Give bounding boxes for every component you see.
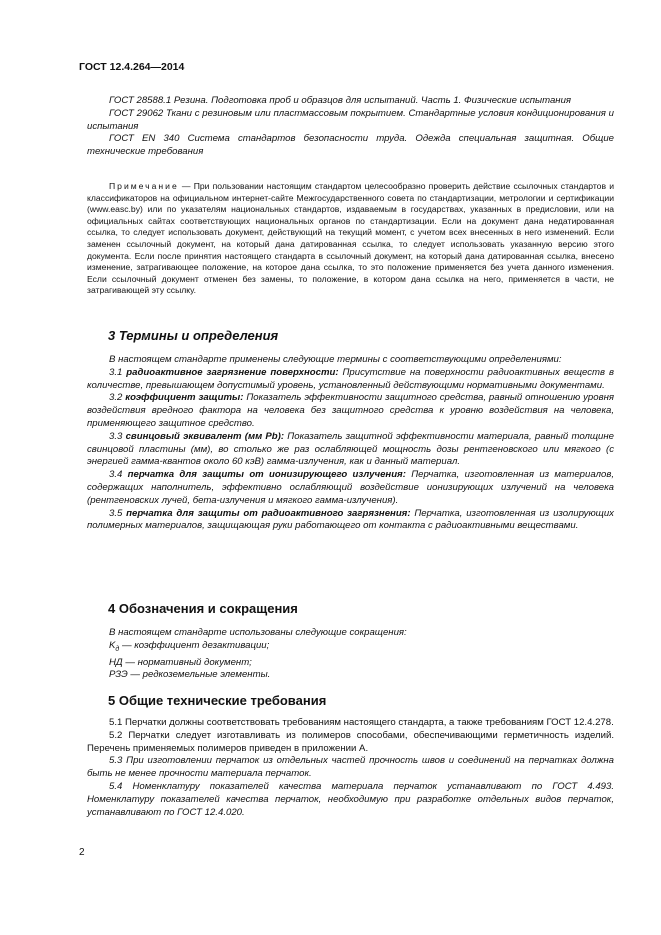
reference-item: ГОСТ 28588.1 Резина. Подготовка проб и образцов для испытаний. Часть 1. Физические испытания (109, 95, 572, 106)
reference-item: ГОСТ EN 340 Система стандартов безопасности труда. Одежда специальная защитная. Общие технические требования (87, 133, 614, 158)
note-text: При пользовании настоящим стандартом целесообразно проверить действие ссылочных стандартов и классификаторов на официальном интернет-сайте Межгосударственного совета по стандартизации, метрологии и сертификации (www.easc.by) или по указателям национальных стандартов, издаваемым в государствах, указанных в предисловии, или на официальных сайтах соответствующих национальных органов по стандартизации. Если на документ дана недатированная ссылка, то следует использовать документ, действующий на текущий момент, с учетом всех внесенных в него изменений. Если заменен ссылочный документ, на который дана датированная ссылка, то следует использовать указанную версию этого документа. Если после принятия настоящего стандарта в ссылочный документ, на который дана датированная ссылка, внесено изменение, затрагивающее положение, на которое дана ссылка, то это положение применяется без учета данного изменения. Если ссылочный документ отменен без замены, то положение, в котором дана ссылка на него, применяется в части, не затрагивающей эту ссылку. (87, 181, 614, 296)
section-4-intro: В настоящем стандарте использованы следующие сокращения: (109, 627, 407, 638)
clause-5-1: 5.1 Перчатки должны соответствовать требованиям настоящего стандарта, а также требованиям ГОСТ 12.4.278. (109, 717, 614, 728)
clause-5-3: 5.3 При изготовлении перчаток из отдельных частей прочность швов и соединений на перчатках должна быть не менее прочности материала перчаток. (87, 755, 614, 780)
term-3-1: 3.1 радиоактивное загрязнение поверхности: Присутствие на поверхности радиоактивных веществ в количестве, превышающем допустимый уровень, установленный действующими нормативными документами. (87, 366, 614, 391)
section-3-title: 3 Термины и определения (108, 328, 279, 343)
section-3-intro: В настоящем стандарте применены следующие термины с соответствующими определениями: (109, 354, 562, 365)
clause-5-4: 5.4 Номенклатуру показателей качества материала перчаток устанавливают по ГОСТ 4.493. Номенклатуру показателей качества перчаток, необходимую при разработке отдельных видов перчаток, устанавливают по ГОСТ 12.4.020. (87, 780, 614, 818)
section-5-title: 5 Общие технические требования (108, 693, 327, 708)
section-3-body (87, 354, 614, 533)
term-3-3: 3.3 свинцовый эквивалент (мм Pb): Показатель защитной эффективности материала, равный толщине свинцовой пластины (мм), во столько же раз ослабляющей мощность дозы рентгеновского или мягкого (с энергией гамма-квантов около 60 кэВ) гамма-излучения, как и данный материал. (87, 430, 614, 468)
clause-5-2: 5.2 Перчатки следует изготавливать из полимеров способами, обеспечивающими герметичность изделий. Перечень применяемых полимеров приведен в приложении А. (87, 729, 614, 754)
page-number: 2 (79, 847, 85, 858)
term-3-5: 3.5 перчатка для защиты от радиоактивного загрязнения: Перчатка, изготовленная из изолирующих полимерных материалов, защищающая руки работающего от контакта с радиоактивными веществами. (87, 507, 614, 532)
term-3-4: 3.4 перчатка для защиты от ионизирующего излучения: Перчатка, изготовленная из материалов, содержащих наполнитель, эффективно ослабляющий воздействие ионизирующих излучений на человека (рентгеновских лучей, бета-излучения и мягкого гамма-излучения). (87, 469, 614, 506)
abbr-nd: НД — нормативный документ; (109, 656, 252, 668)
term-3-2: 3.2 коэффициент защиты: Показатель эффективности защитного средства, равный отношению уровня воздействия вредного фактора на человека без защитного средства к уровню воздействия на человека, применяющего защитное средство. (87, 392, 614, 429)
section-5-body (87, 717, 614, 819)
abbr-k: $K_д$ — коэффициент дезактивации; (109, 639, 270, 653)
section-4-title: 4 Обозначения и сокращения (108, 601, 298, 616)
note-block: Примечание — При пользовании настоящим стандартом целесообразно проверить действие ссылочных стандартов и классификаторов на официальном интернет-сайте Межгосударственного совета по стандартизации, метрологии и сертификации (www.easc.by) или по указателям национальных стандартов, издаваемым в государствах, указанных в предисловии, или на официальных сайтах соответствующих национальных органов по стандартизации. Если на документ дана недатированная ссылка, то следует использовать документ, действующий на текущий момент, с учетом всех внесенных в него изменений. Если заменен ссылочный документ, на который дана датированная ссылка, то следует использовать указанную версию этого документа. Если после принятия настоящего стандарта в ссылочный документ, на который дана датированная ссылка, внесено изменение, затрагивающее положение, на которое дана ссылка, то это положение применяется без учета данного изменения. Если ссылочный документ отменен без замены, то положение, в котором дана ссылка на него, применяется в части, не затрагивающей эту ссылку. (87, 181, 614, 296)
section-4-body (87, 627, 614, 682)
document-header: ГОСТ 12.4.264—2014 (79, 61, 185, 73)
note-label: Примечание (109, 181, 179, 191)
abbr-rze: РЗЭ — редкоземельные элементы. (109, 669, 271, 681)
reference-item: ГОСТ 29062 Ткани с резиновым или пластмассовым покрытием. Стандартные условия кондиционирования и испытания (87, 107, 614, 132)
references-list (87, 95, 614, 159)
